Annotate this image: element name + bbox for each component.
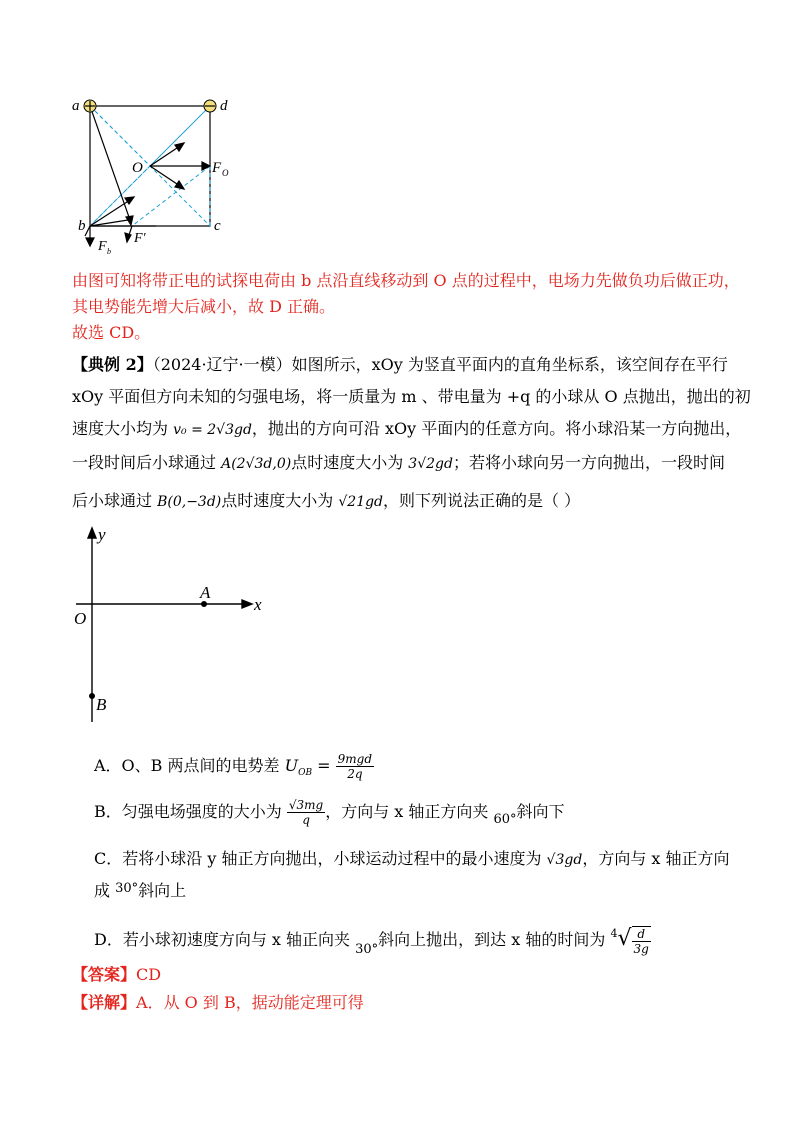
option-A-fraction xyxy=(336,752,374,781)
label-FO-sub: O xyxy=(222,168,229,178)
example-text-5a: 后小球通过 xyxy=(72,491,158,510)
speed-A-expression: 3√2gd xyxy=(408,456,453,472)
option-B-num: √3mg xyxy=(288,798,324,812)
option-A-text: A．O、B 两点间的电势差 xyxy=(94,756,285,775)
negative-charge-icon xyxy=(204,100,216,112)
label-O: O xyxy=(132,160,143,176)
option-C-text-2a: 成 xyxy=(94,881,116,900)
option-B-post: ，方向与 x 轴正方向夹 xyxy=(325,802,494,821)
force-arrows xyxy=(85,106,210,246)
option-B-den: q xyxy=(302,813,310,827)
point-A-expression: A(2√3d,0) xyxy=(221,456,292,472)
sqrt-icon: √ xyxy=(617,926,632,951)
option-D-num: d xyxy=(632,927,651,942)
example-line-1 xyxy=(72,354,728,376)
example-line-4 xyxy=(72,452,725,475)
option-C-line-1[interactable] xyxy=(94,848,730,871)
option-D-den: 3g xyxy=(633,941,649,956)
example-source: （2024·辽宁·一模） xyxy=(152,355,292,374)
example-text-5c: ，则下列说法正确的是（ ） xyxy=(383,491,581,510)
option-D-mid: 斜向上抛出，到达 x 轴的时间为 xyxy=(378,930,611,949)
origin-label: O xyxy=(74,609,87,628)
example-text-5b: 点时速度大小为 xyxy=(221,491,339,510)
option-A-den: 2q xyxy=(347,767,363,781)
option-D-fraction xyxy=(632,926,651,956)
detail-tag: 【详解】 xyxy=(72,993,137,1012)
option-A-symbol: U xyxy=(284,756,299,775)
option-A-sub: OB xyxy=(298,768,313,779)
example-tag: 【典例 2】 xyxy=(72,355,153,374)
option-D-coef: 4 xyxy=(610,927,618,940)
example-text-3a: 速度大小均为 xyxy=(72,419,174,438)
option-D[interactable] xyxy=(94,914,651,957)
option-B[interactable] xyxy=(94,792,565,832)
figure-coordinate-axes xyxy=(70,522,270,728)
label-FO: F xyxy=(212,160,222,176)
axis-label-x: x xyxy=(254,595,262,614)
option-B-text: B．匀强电场强度的大小为 xyxy=(94,802,287,821)
option-C-text-1b: ，方向与 x 轴正方向 xyxy=(582,849,730,868)
example-text-3b: ，抛出的方向可沿 xOy 平面内的任意方向。将小球沿某一方向抛出， xyxy=(251,419,742,438)
example-line-2: xOy 平面但方向未知的匀强电场，将一质量为 m 、带电量为 +q 的小球从 O 点抛出，抛出的初 xyxy=(72,387,751,406)
label-b: b xyxy=(78,218,86,234)
example-line-3 xyxy=(72,418,741,441)
option-B-fraction xyxy=(287,798,325,827)
figure-square-charges xyxy=(70,92,230,262)
label-a: a xyxy=(72,98,80,114)
point-A-label: A xyxy=(200,583,211,602)
example-line-5 xyxy=(72,490,580,513)
example-text-1: 如图所示，xOy 为竖直平面内的直角坐标系，该空间存在平行 xyxy=(291,355,728,374)
label-d: d xyxy=(220,98,228,114)
answer-tag: 【答案】 xyxy=(72,965,137,984)
speed-B-expression: √21gd xyxy=(338,494,384,510)
option-A[interactable] xyxy=(94,746,374,786)
option-C-text-2b: 斜向上 xyxy=(138,881,187,900)
axis-label-y: y xyxy=(98,525,106,544)
previous-choice: 故选 CD。 xyxy=(72,323,151,342)
detail-line xyxy=(72,992,364,1014)
explain-line-2: 其电势能先增大后减小，故 D 正确。 xyxy=(72,297,336,316)
option-A-num: 9mgd xyxy=(337,752,373,766)
option-A-eq: = xyxy=(312,756,336,775)
explain-line-1: 由图可知将带正电的试探电荷由 b 点沿直线移动到 O 点的过程中，电场力先做负功后做正功， xyxy=(72,271,740,290)
example-text-4b: 点时速度大小为 xyxy=(291,453,409,472)
option-D-angle: 30° xyxy=(355,942,379,957)
answer-value: CD xyxy=(136,965,162,984)
v0-expression: v₀ = 2√3gd xyxy=(173,422,252,438)
label-c: c xyxy=(214,218,221,234)
option-C-angle: 30° xyxy=(115,881,139,896)
example-text-4c: ；若将小球向另一方向抛出，一段时间 xyxy=(452,453,725,472)
option-B-post2: 斜向下 xyxy=(516,802,565,821)
label-Fb-sub: b xyxy=(107,247,111,256)
option-D-text: D．若小球初速度方向与 x 轴正向夹 xyxy=(94,930,356,949)
positive-charge-icon xyxy=(84,100,96,112)
point-B xyxy=(89,693,95,699)
detail-text: A．从 O 到 B，据动能定理可得 xyxy=(136,993,364,1012)
option-C-speed: √3gd xyxy=(546,852,583,868)
label-Fprime: F′ xyxy=(134,231,146,246)
answer-line xyxy=(72,964,161,986)
option-C-line-2 xyxy=(94,878,186,902)
point-B-label: B xyxy=(96,695,107,714)
option-C-text-1a: C．若将小球沿 y 轴正方向抛出，小球运动过程中的最小速度为 xyxy=(94,849,547,868)
option-B-angle: 60° xyxy=(493,812,517,827)
example-text-4a: 一段时间后小球通过 xyxy=(72,453,222,472)
point-B-expression: B(0,−3d) xyxy=(157,494,222,510)
label-Fb: F xyxy=(98,239,107,254)
